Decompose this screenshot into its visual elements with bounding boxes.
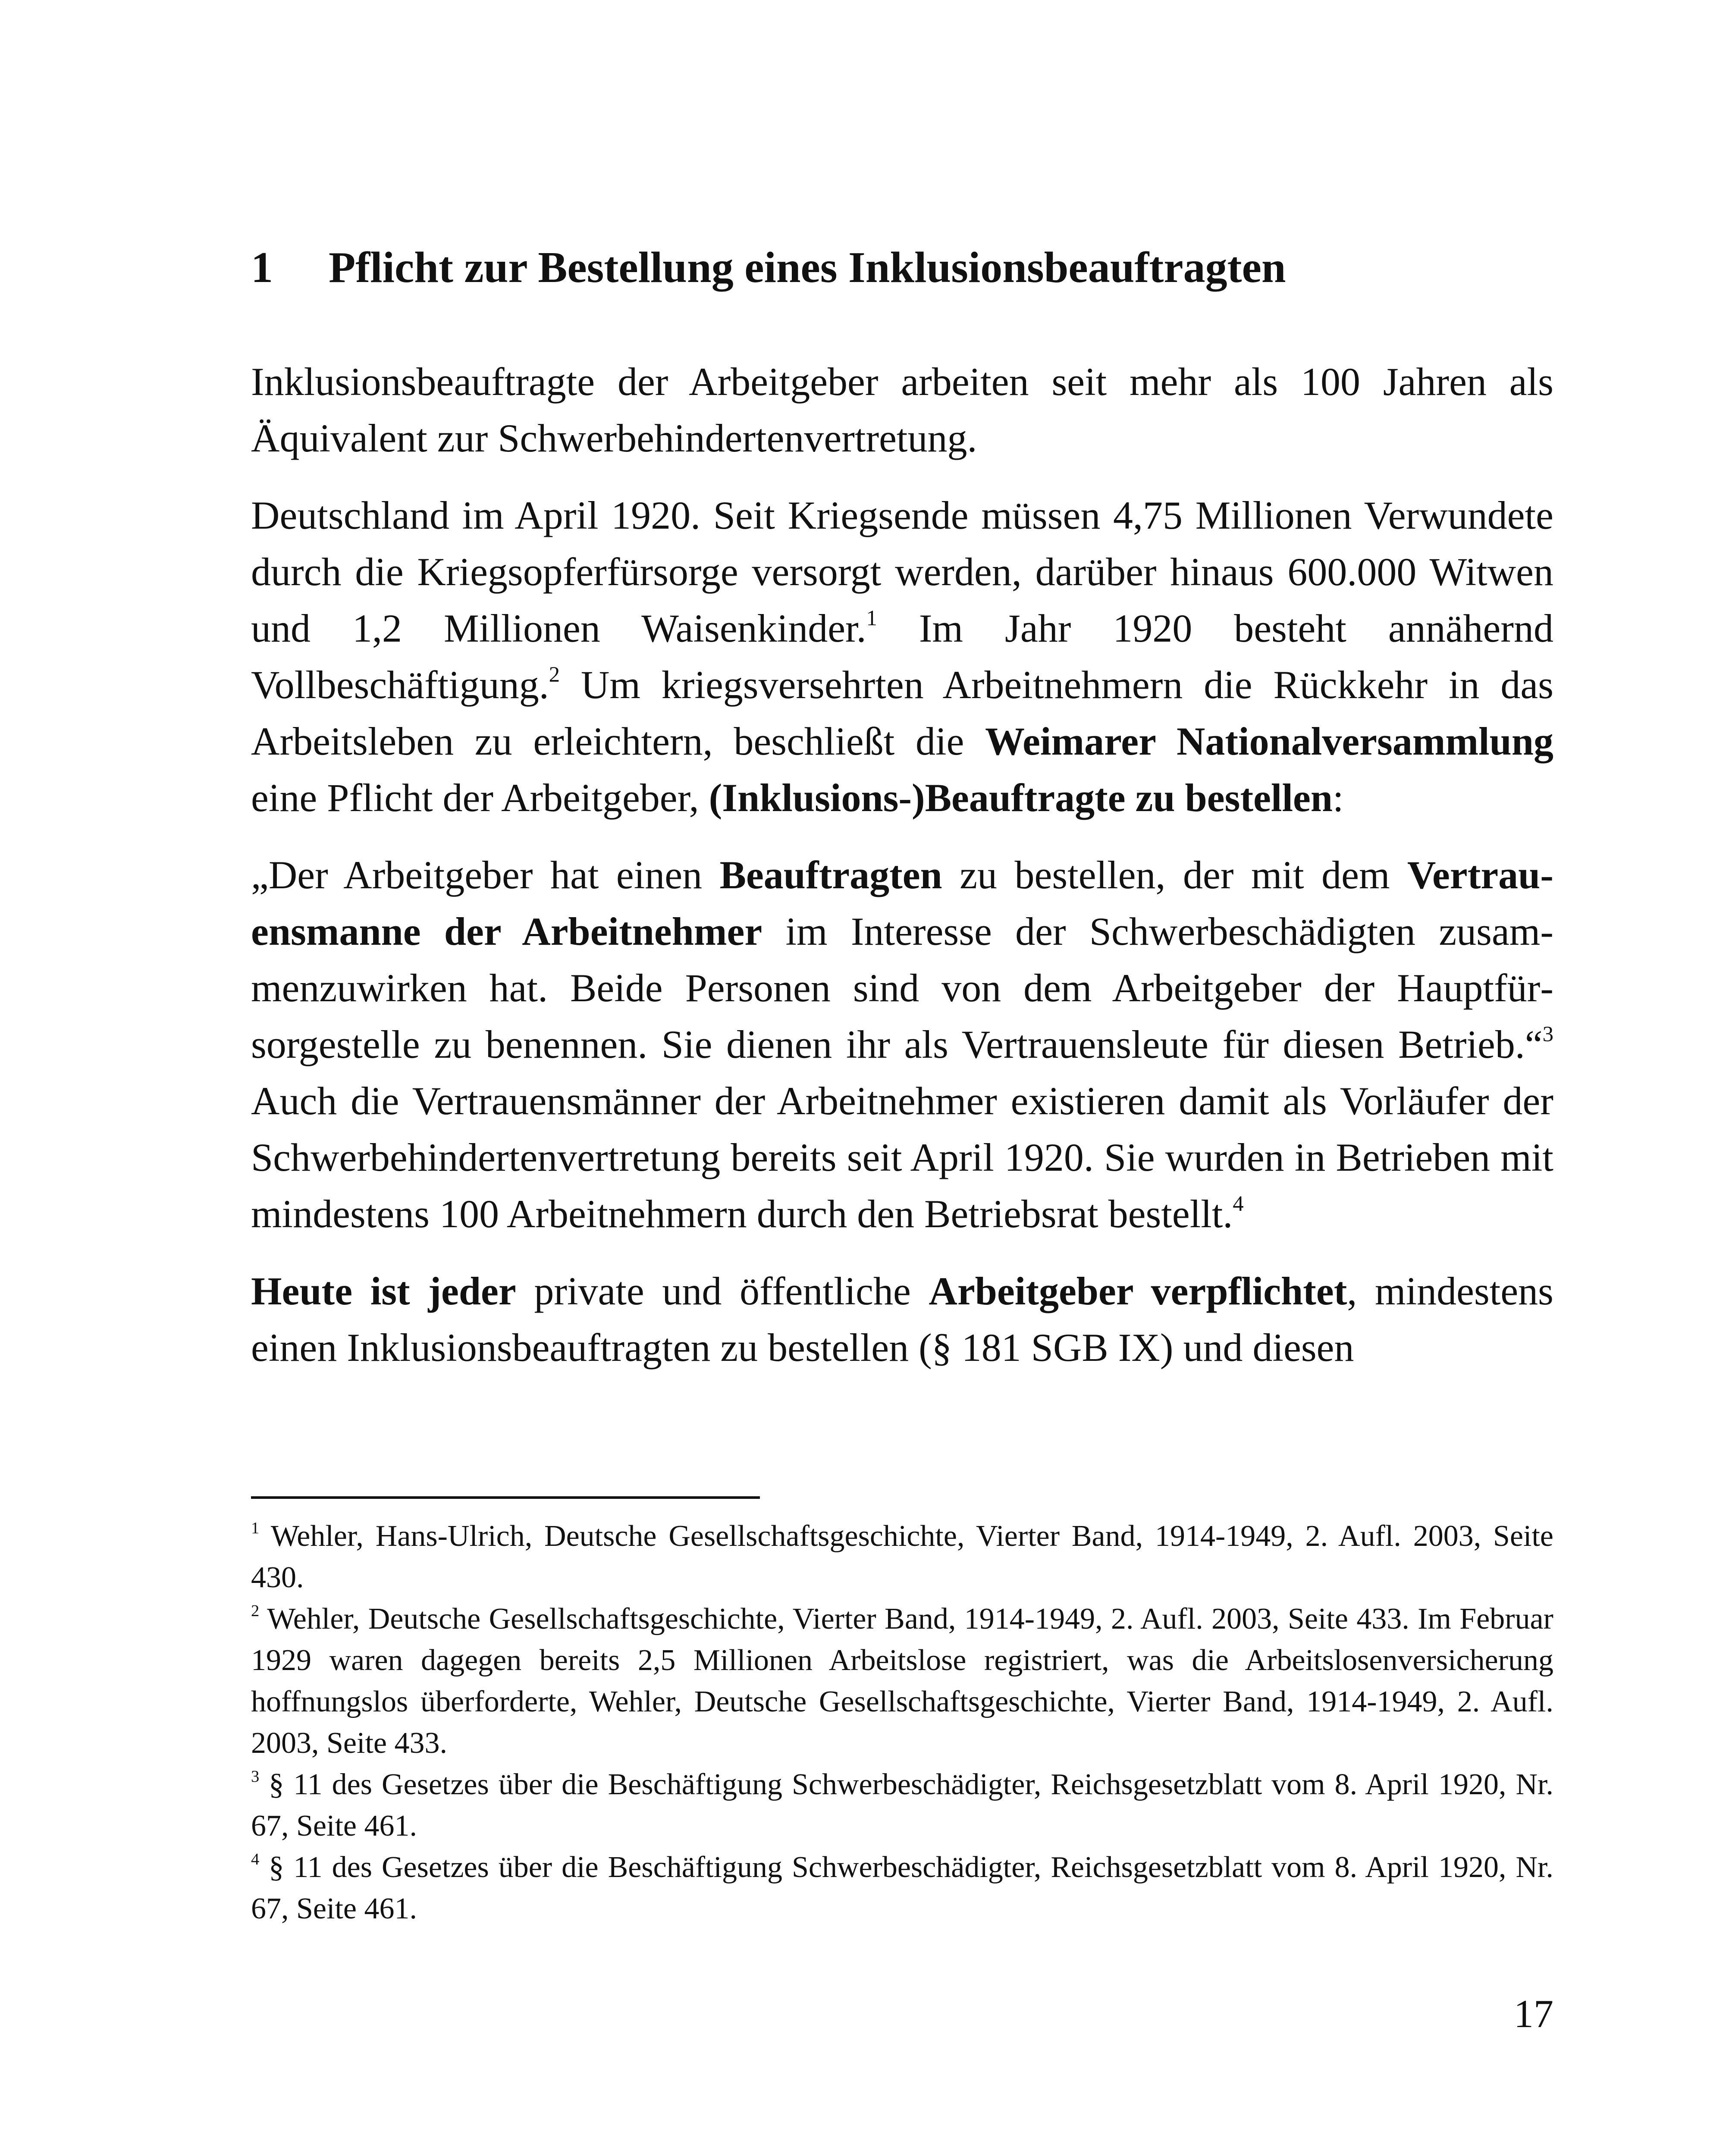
section-heading [251, 241, 1571, 294]
footnote-text: Wehler, Hans-Ulrich, Deutsche Gesellschaftsgeschichte, Vierter Band, 1914-1949, 2. Aufl. 2003, Seite 430. [251, 1520, 1553, 1594]
paragraph-2 [251, 487, 1553, 826]
paragraph-2-text: Deutschland im April 1920. Seit Kriegsende müssen 4,75 Millionen Verwundete durch die Kriegsopferfürsorge versorgt werden, darüber hinaus 600.000 Witwen und 1,2 Millionen Waisenkinder. [251, 493, 1553, 650]
emphasis-beauftragte-bestellen: (Inklusions-)Beauftragte zu bestellen [709, 776, 1333, 820]
paragraph-4-text: , mindestens einen Inklusionsbeauftragten zu bestellen (§ 181 SGB IX) und diesen [251, 1269, 1553, 1369]
paragraph-4 [251, 1263, 1553, 1376]
body-text [251, 354, 1553, 1397]
quote-text: im Interesse der Schwerbeschädigten zusammenzuwirken hat. Beide Personen sind von dem Arbeitgeber der Hauptfürsorgestelle zu benennen. Sie dienen ihr als Vertrauensleute für diesen Betrieb.“ [251, 909, 1553, 1066]
footnote-marker: 1 [251, 1519, 260, 1538]
footnote-4 [251, 1847, 1553, 1930]
emphasis-arbeitgeber-verpflichtet: Arbeitgeber verpflichtet [929, 1269, 1347, 1313]
footnote-text: § 11 des Gesetzes über die Beschäftigung Schwerbeschädigter, Reichsgesetzblatt vom 8. April 1920, Nr. 67, Seite 461. [251, 1851, 1553, 1925]
footnotes [251, 1516, 1553, 1930]
paragraph-2-text: Um kriegsversehrten Arbeitnehmern die Rückkehr in das Arbeitsleben zu erleichtern, beschließt die [251, 663, 1553, 763]
footnote-text: Wehler, Deutsche Gesellschaftsgeschichte, Vierter Band, 1914-1949, 2. Aufl. 2003, Seite 433. Im Februar 1929 waren dagegen bereits 2,5 Millionen Arbeitslose registriert, was die Arbeitslosenversicherung hoffnungslos überforderte, Wehler, Deutsche Gesellschaftsgeschichte, Vierter Band, 1914-1949, 2. Aufl. 2003, Seite 433. [251, 1602, 1553, 1760]
paragraph-3-text: Auch die Vertrauensmänner der Arbeitnehmer existieren damit als Vorläufer der Schwerbehindertenvertretung bereits seit April 1920. Sie wurden in Betrieben mit mindestens 100 Arbeitnehmern durch den Betriebsrat bestellt. [251, 1079, 1553, 1236]
paragraph-2-text: eine Pflicht der Arbeitgeber, [251, 776, 709, 820]
paragraph-4-text: private und öffentliche [516, 1269, 929, 1313]
emphasis-heute-ist-jeder: Heute ist jeder [251, 1269, 516, 1313]
emphasis-vertrauensmanne: Vertrauensmanne der Arbeitnehmer [251, 853, 1553, 953]
emphasis-beauftragten: Beauftragten [719, 853, 942, 897]
footnote-separator [251, 1496, 760, 1499]
footnote-marker: 4 [251, 1850, 260, 1869]
paragraph-1 [251, 354, 1553, 467]
footnote-1 [251, 1516, 1553, 1598]
footnote-ref-4[interactable]: 4 [1233, 1191, 1244, 1216]
page-number: 17 [1514, 1992, 1553, 2036]
footnote-text: § 11 des Gesetzes über die Beschäftigung Schwerbeschädigter, Reichsgesetzblatt vom 8. April 1920, Nr. 67, Seite 461. [251, 1768, 1553, 1843]
quote-text: zu bestellen, der mit dem [942, 853, 1408, 897]
paragraph-1-text: Inklusionsbeauftragte der Arbeitgeber arbeiten seit mehr als 100 Jahren als Äquivalent zur Schwerbehindertenvertretung. [251, 360, 1553, 460]
footnote-ref-2[interactable]: 2 [549, 662, 560, 687]
footnote-ref-3[interactable]: 3 [1542, 1022, 1553, 1047]
footnote-3 [251, 1764, 1553, 1847]
section-title: Pflicht zur Bestellung eines Inklusionsbeauftragten [329, 243, 1286, 292]
footnote-marker: 3 [251, 1767, 260, 1786]
section-number: 1 [251, 243, 273, 292]
emphasis-weimarer-nationalversammlung: Weimarer Nationalversammlung [985, 719, 1553, 763]
paragraph-2-text: : [1333, 776, 1344, 820]
footnote-marker: 2 [251, 1602, 260, 1620]
quote-text: „Der Arbeitgeber hat einen [251, 853, 720, 897]
footnote-ref-1[interactable]: 1 [866, 606, 877, 630]
paragraph-3 [251, 847, 1553, 1242]
paragraph-2-text: Im Jahr 1920 besteht annähernd Vollbeschäftigung. [251, 606, 1553, 707]
footnote-2 [251, 1598, 1553, 1764]
